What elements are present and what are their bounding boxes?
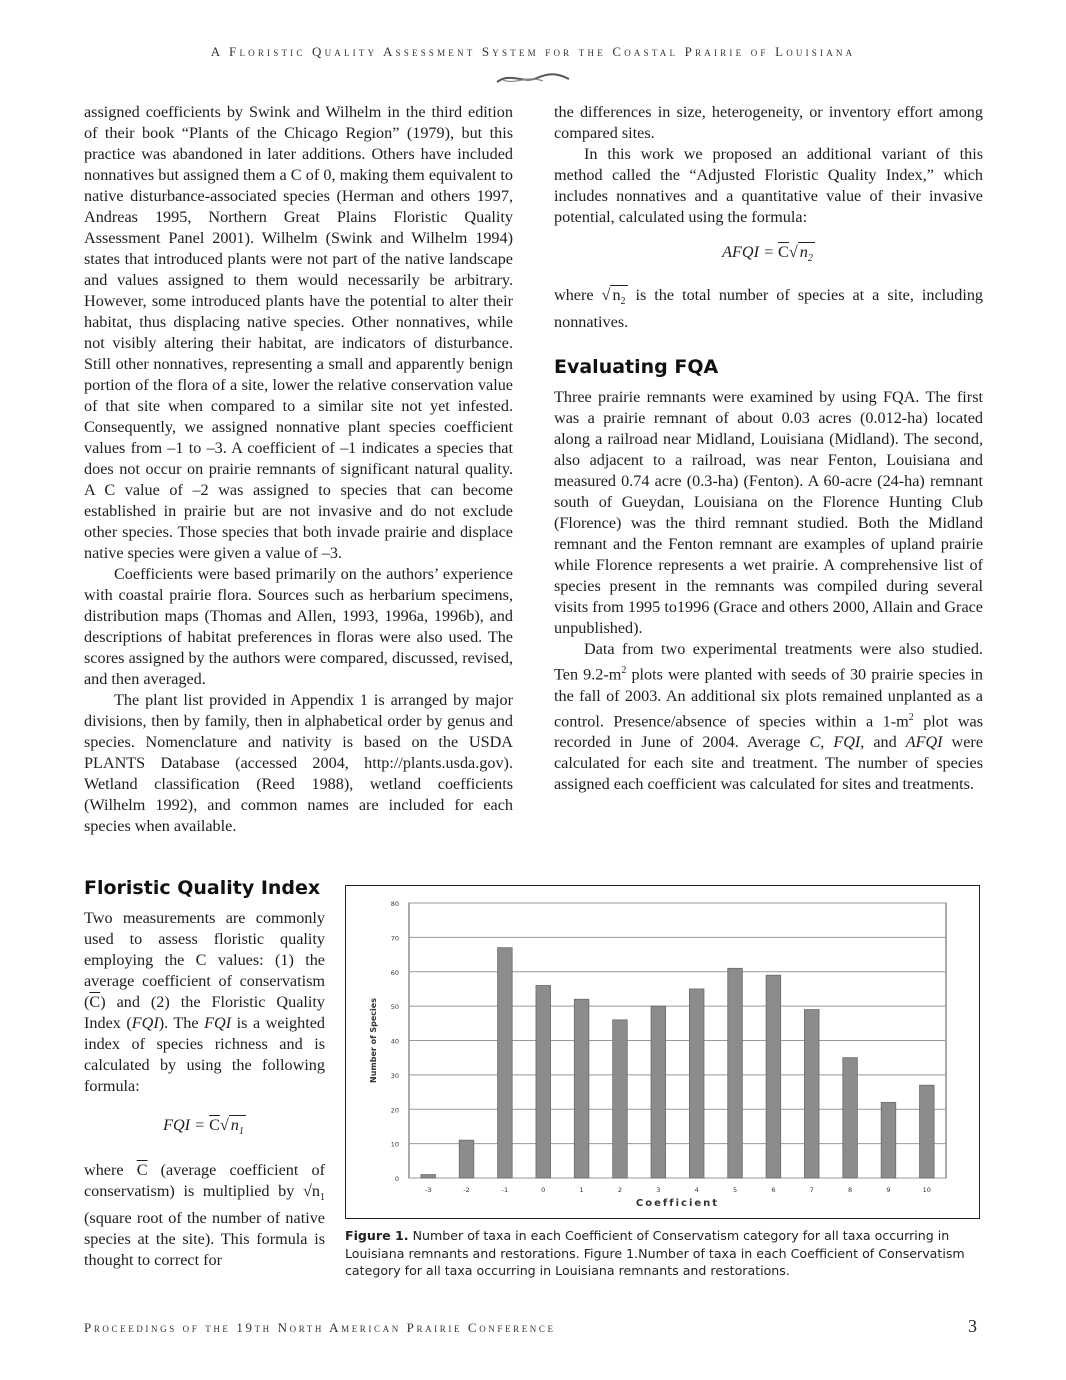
formula-lhs: AFQI <box>722 243 760 261</box>
formula-n: n <box>230 1116 239 1134</box>
paragraph <box>84 908 325 1097</box>
sqrt-icon: √ <box>788 243 798 261</box>
proceedings-footer: Proceedings of the 19th North American Prairie Conference <box>84 1320 556 1335</box>
paragraph: Three prairie remnants were examined by using FQA. The first was a prairie remnant of about 0.03 acres (0.012-ha) located along a railroad near Midland, Louisiana (Midland). The second, also adjacent to a railroad, was near Fenton, Louisiana and measured 0.74 acre (0.3-ha) (Fenton). A 60-acre (24-ha) remnant south of Gueydan, Louisiana on the Florence Hunting Club (Florence) was the third remnant studied. Both the Midland remnant and the Fenton remnant are examples of upland prairie while Florence represents a wet prairie. A comprehensive list of species present in the remnants was compiled during several visits from 1995 to1996 (Grace and others 2000, Allain and Grace unpublished). <box>554 388 983 638</box>
x-tick-label: 8 <box>848 1186 853 1194</box>
sqrt-icon: √ <box>219 1116 229 1134</box>
x-tick-label: 6 <box>771 1186 776 1194</box>
text-fragment: 1 <box>320 1192 325 1204</box>
left-column-text <box>84 102 513 837</box>
bar <box>498 948 513 1178</box>
text-fragment: FQI <box>204 1014 232 1032</box>
y-axis-label: Number of Species <box>369 998 378 1083</box>
bar <box>459 1140 474 1178</box>
x-axis-label: Coefficient <box>635 1198 720 1209</box>
text-fragment: where <box>554 286 602 305</box>
x-tick-label: 4 <box>694 1186 699 1194</box>
bar <box>536 986 551 1179</box>
text-fragment: 2 <box>620 296 626 308</box>
paragraph: In this work we proposed an additional variant of this method called the “Adjusted Floristic Quality Index,” which includes nonnatives and a quantitative value of their invasive potential, calculated using the formula: <box>554 145 983 226</box>
x-tick-label: -2 <box>463 1186 470 1194</box>
caption-label: Figure 1. <box>345 1228 409 1243</box>
formula-lhs: FQI <box>163 1116 191 1134</box>
bar <box>766 975 781 1178</box>
text-fragment: (square root of the number of native species at the site). This formula is thought to correct for <box>84 1209 325 1270</box>
x-tick-label: 3 <box>656 1186 661 1194</box>
text-fragment: plots were planted with seeds of 30 prairie species in the fall of 2003. An additional six plots remained unplanted as a control. Presence/absence of species within a 1-m <box>554 665 983 731</box>
y-tick-label: 80 <box>390 900 399 908</box>
bar-chart <box>346 886 978 1217</box>
bar <box>613 1020 628 1178</box>
x-tick-label: 7 <box>809 1186 814 1194</box>
x-tick-label: -3 <box>424 1186 432 1194</box>
text-fragment: ) and (2) the Floristic Quality Index ( <box>84 993 325 1032</box>
y-tick-label: 0 <box>394 1175 399 1183</box>
afqi-formula <box>554 242 983 269</box>
figure-1 <box>345 885 980 1219</box>
text-fragment: C <box>809 733 821 752</box>
x-tick-label: 0 <box>541 1186 546 1194</box>
x-tick-label: 10 <box>922 1186 931 1194</box>
bar <box>881 1102 896 1178</box>
y-tick-label: 30 <box>390 1071 399 1080</box>
caption-text: Number of taxa in each Coefficient of Conservatism category for all taxa occurring in Louisiana remnants and restorations. Figure 1.Number of taxa in each Coefficient of Conservatism category for all taxa occurring in Louisiana remnants and restorations. <box>345 1228 965 1278</box>
bar <box>843 1058 858 1178</box>
formula-c-bar: $\overline{C}$ <box>209 1116 220 1134</box>
page-number: 3 <box>968 1316 977 1336</box>
text-fragment: plot was recorded in June of 2004. Average <box>554 712 983 752</box>
running-title: A Floristic Quality Assessment System for the Coastal Prairie of Louisiana <box>210 44 856 59</box>
text-fragment: 2 <box>908 711 914 723</box>
fqi-formula <box>84 1115 325 1142</box>
bar <box>574 999 589 1178</box>
text-fragment: AFQI <box>905 733 943 752</box>
bar <box>728 968 743 1178</box>
x-tick-label: 1 <box>579 1186 584 1194</box>
y-tick-label: 60 <box>390 968 399 977</box>
text-fragment: FQI <box>131 1014 159 1032</box>
fqi-section <box>84 876 325 1271</box>
paragraph: Coefficients were based primarily on the authors’ experience with coastal prairie flora. Sources such as herbarium specimens, distribution maps (Thomas and Allen, 1993, 1996a, 1996b), and descriptions of habitat preferences in floras were also used. The scores assigned by the authors were compared, discussed, revised, and then averaged. <box>84 565 513 688</box>
paragraph <box>84 1160 325 1271</box>
x-tick-label: 5 <box>732 1186 738 1194</box>
formula-subscript: 1 <box>238 1126 244 1138</box>
bar <box>421 1175 436 1178</box>
bar <box>804 1010 819 1178</box>
section-heading: Evaluating FQA <box>554 356 719 379</box>
text-fragment: Data from two experimental treatments were also studied. Ten 9.2-m <box>554 640 983 684</box>
y-tick-label: 70 <box>390 934 399 943</box>
text-fragment: FQI <box>833 733 861 752</box>
text-fragment: (average coefficient of conservatism) is multiplied by <box>84 1161 325 1201</box>
text-fragment: n <box>311 1182 320 1201</box>
x-tick-label: 2 <box>617 1186 623 1194</box>
text-fragment: where <box>84 1161 137 1180</box>
bar <box>920 1085 935 1178</box>
formula-c-bar: $\overline{C}$ <box>778 243 789 261</box>
formula-subscript: 2 <box>807 253 813 265</box>
text-fragment: 2 <box>621 665 627 677</box>
text-fragment: $\overline{C}$ <box>89 993 101 1011</box>
sqrt-icon: √ <box>601 286 611 305</box>
decorative-flourish-icon <box>493 70 573 88</box>
right-column-text <box>554 102 983 795</box>
formula-equals: = <box>190 1116 210 1134</box>
section-heading: Floristic Quality Index <box>84 877 321 899</box>
paragraph: The plant list provided in Appendix 1 is arranged by major divisions, then by family, then in alphabetical order by genus and species. Nomenclature and nativity is based on the USDA PLANTS Database (accessed 2004, http://plants.usda.gov). Wetland classification (Reed 1988), wetland coefficients (Wilhelm 1992), and common names are included for each species when available. <box>84 691 513 835</box>
bar <box>689 989 704 1178</box>
paragraph: the differences in size, heterogeneity, or inventory effort among compared sites. <box>554 103 983 142</box>
formula-equals: = <box>759 243 779 261</box>
paragraph <box>554 639 983 795</box>
paragraph: assigned coefficients by Swink and Wilhelm in the third edition of their book “Plants of the Chicago Region” (1979), but this practice was abandoned in later additions. Others have included nonnatives but assigned them a C of 0, making them equivalent to native disturbance-associated species (Herman and others 1997, Andreas 1995, Northern Great Plains Floristic Quality Assessment Panel 2001). Wilhelm (Swink and Wilhelm 1994) states that introduced plants were not part of the native landscape and values assigned to them would necessarily be arbitrary. However, some introduced plants have the potential to alter their habitat, thus displacing native species. Other nonnatives, while not visibly altering their habitat, are indicators of disturbance. Still other nonnatives, representing a small and apparently benign portion of the flora of a site, lower the relative conservation value of that site when compared to a similar site not yet infested. Consequently, we assigned nonnative plant species coefficient values from –1 to –3. A coefficient of –1 indicates a species that does not occur on prairie remnants of significant natural quality. A C value of –2 was assigned to species that can become established in prairie but are not invasive and do not exclude other species. Those species that both invade prairie and displace native species were given a value of –3. <box>84 103 513 562</box>
figure-caption <box>345 1227 975 1280</box>
sqrt-icon: √ <box>303 1182 312 1201</box>
text-fragment: ). The <box>158 1014 205 1032</box>
paragraph <box>554 285 983 333</box>
text-fragment: is a weighted index of species richness and is calculated by using the following formula: <box>84 1014 325 1095</box>
text-fragment: , and <box>860 733 906 752</box>
text-fragment: $\overline{C}$ <box>136 1161 148 1180</box>
y-tick-label: 20 <box>390 1106 399 1115</box>
x-tick-label: -1 <box>501 1186 509 1194</box>
text-fragment: n <box>612 286 621 305</box>
text-fragment: were calculated for each site and treatment. The number of species assigned each coefficient was calculated for sites and treatments. <box>554 733 984 794</box>
text-fragment: is the total number of species at a site, including nonnatives. <box>554 286 984 332</box>
formula-n: n <box>799 243 808 261</box>
y-tick-label: 40 <box>390 1037 399 1046</box>
y-tick-label: 10 <box>390 1140 399 1149</box>
y-tick-label: 50 <box>390 1003 399 1012</box>
x-tick-label: 9 <box>886 1186 891 1194</box>
bar <box>651 1006 666 1178</box>
text-fragment: Two measurements are commonly used to assess floristic quality employing the C values: (1) the average coefficient of conservatism ( <box>84 909 325 1011</box>
text-fragment: , <box>820 733 834 752</box>
